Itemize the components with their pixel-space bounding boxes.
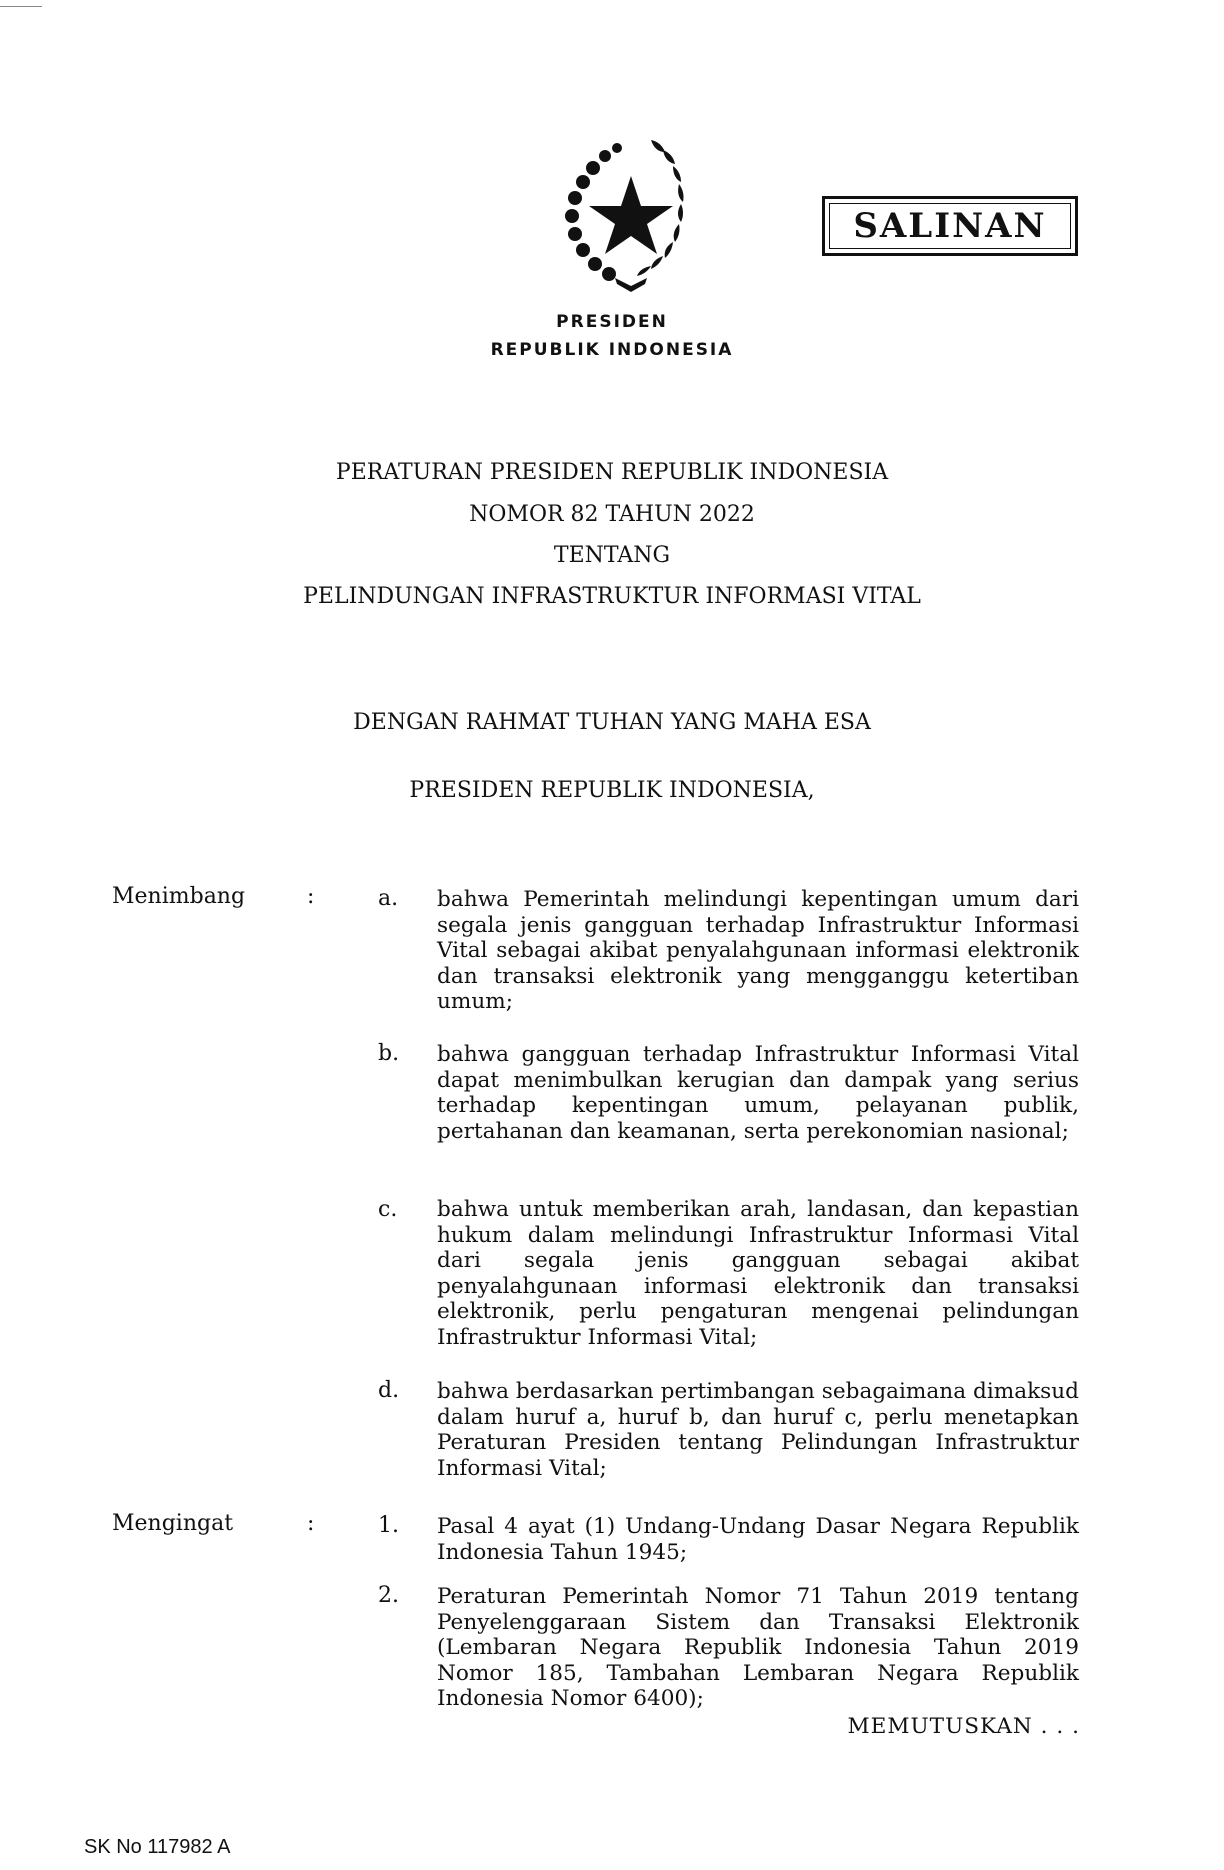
preamble-divine: DENGAN RAHMAT TUHAN YANG MAHA ESA <box>353 710 871 735</box>
legal-basis-marker: 2. <box>378 1583 399 1608</box>
consideration-text: bahwa gangguan terhadap Infrastruktur Informasi Vital dapat menimbulkan kerugian dan dampak yang serius terhadap kepentingan umum, pelayanan publik, pertahanan dan keamanan, serta perekonomian nasional; <box>437 1042 1079 1144</box>
legal-basis-text: Peraturan Pemerintah Nomor 71 Tahun 2019 tentang Penyelenggaraan Sistem dan Transaksi Elektronik (Lembaran Negara Republik Indonesia Tahun 2019 Nomor 185, Tambahan Lembaran Negara Republik Indonesia Nomor 6400); <box>437 1584 1079 1712</box>
presidential-emblem-icon <box>553 128 709 294</box>
consideration-marker: d. <box>378 1378 400 1403</box>
salinan-stamp <box>822 196 1078 256</box>
consideration-text: bahwa Pemerintah melindungi kepentingan umum dari segala jenis gangguan terhadap Infrastruktur Informasi Vital sebagai akibat penyalahgunaan informasi elektronik dan transaksi elektronik yang mengganggu ketertiban umum; <box>437 887 1079 1015</box>
regulation-subject: PELINDUNGAN INFRASTRUKTUR INFORMASI VITAL <box>303 584 921 609</box>
regulation-number: NOMOR 82 TAHUN 2022 <box>469 502 755 527</box>
mengingat-label: Mengingat <box>112 1511 234 1536</box>
legal-basis-text: Pasal 4 ayat (1) Undang-Undang Dasar Negara Republik Indonesia Tahun 1945; <box>437 1514 1079 1565</box>
mengingat-colon: : <box>307 1511 315 1536</box>
legal-basis-marker: 1. <box>378 1513 399 1538</box>
continuation-marker: MEMUTUSKAN . . . <box>847 1714 1080 1739</box>
republic-label: REPUBLIK INDONESIA <box>490 340 734 360</box>
consideration-marker: c. <box>378 1197 398 1222</box>
menimbang-colon: : <box>307 884 315 909</box>
sk-number: SK No 117982 A <box>84 1836 231 1858</box>
consideration-marker: a. <box>378 886 399 911</box>
regulation-title: PERATURAN PRESIDEN REPUBLIK INDONESIA <box>335 460 889 485</box>
scan-edge-line <box>0 6 42 7</box>
consideration-text: bahwa berdasarkan pertimbangan sebagaimana dimaksud dalam huruf a, huruf b, dan huruf c, perlu menetapkan Peraturan Presiden tentang Pelindungan Infrastruktur Informasi Vital; <box>437 1379 1079 1481</box>
president-label: PRESIDEN <box>556 312 668 332</box>
consideration-marker: b. <box>378 1041 400 1066</box>
consideration-text: bahwa untuk memberikan arah, landasan, dan kepastian hukum dalam melindungi Infrastruktur Informasi Vital dari segala jenis gangguan sebagai akibat penyalahgunaan informasi elektronik dan transaksi elektronik, perlu pengaturan mengenai pelindungan Infrastruktur Informasi Vital; <box>437 1197 1079 1350</box>
preamble-president: PRESIDEN REPUBLIK INDONESIA, <box>409 778 815 803</box>
regulation-about: TENTANG <box>553 543 671 568</box>
menimbang-label: Menimbang <box>112 884 246 909</box>
salinan-stamp-text: SALINAN <box>853 206 1047 246</box>
